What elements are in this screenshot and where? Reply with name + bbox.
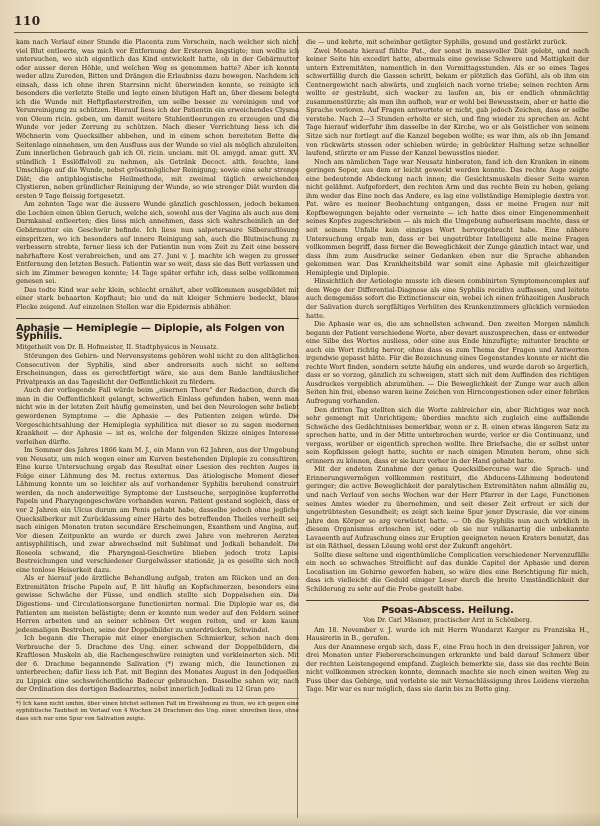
paragraph: Sollte diese seltene und eigenthümliche Complication verschiedener Nervenzufälle ein noch so schwaches Streiflicht auf das dunkle Capitel der Aphasie und deren Localisation im Gehirne geworfen haben, so wäre dies eine Berichtigung für mich, dass ich vielleicht die Geduld einiger Leser durch die breite Umständlichkeit der Schilderung zu sehr auf die Probe gestellt habe. — [306, 550, 589, 593]
paragraph: Zwei Monate hierauf fühlte Pat., der sonst in massvoller Diät gelebt, und nach keiner Seite hin excedirt hatte, abermals eine gewisse Schwere und Mattigkeit der untern Extremitäten, namentlich in den Vormittagsstunden. Als er so eines Tages schwerfällig durch die Gassen schritt, bekam er plötzlich das Gefühl, als ob ihm ein Centnergewicht nach abwärts, und zugleich nach vorne triebe; seinen rechten Arm wollte er gesträubt, sich wacker zu laufen an, bis er endlich ohnmächtig zusammenstürzte; als man ihn aufhob, war er wohl bei Bewusstsein, aber er hatte die Sprache verloren. Auf Fragen antwortete er nicht, gab jedoch Zeichen, dass er selbe verstehe. Nach 2—3 Stunden erholte er sich, und fing wieder zu sprechen an. Acht Tage hierauf widerfuhr ihm dasselbe in der Kirche, wo er als Geistlicher von seinem Sitze sich nur fortlegt auf die Kanzel begeben wollte; es war ihm, als ob ihn Jemand von rückwärts stossen oder schieben würde; in gebückter Haltung setze schneller laufend, stürzte er am Fusse der Kanzel bewusstlos nieder. — [306, 46, 589, 158]
page-number: 110 — [14, 14, 41, 28]
paragraph: Die Aphasie war es, die am schnellsten schwand. Den zweiten Morgen nämlich begann der Patient verschiedene Worte, aber devart auszusprechen, dass er entweder eine Silbe des Wortes ausliess, oder eine aus Ende hinzufügte; mitunter brachte er auch ein Wort richtig hervor, ohne dass es zum Thema der Fragen und Antworten irgendwie gepasst hätte. Für die Bezeichnung eines Gegenstandes konnte er nicht die rechte Wort finden, sondern setzte häufig ein anderes, und wurde darob so ärgerlich, dass er so vorzog, gänzlich zu schweigen, statt sich mit dem Auffinden des richtigen Ausdruckes vergeblich abzumühen. — Die Beweglichkeit der Zunge war auch allen Seiten hin frei, ebenso waren keine Zeichen von Hirncongestionen oder einer febrilen Aufregung vorhanden. — [306, 320, 589, 405]
header-rule — [14, 32, 588, 33]
left-column — [16, 38, 299, 723]
paragraph: Am 18. November v. J. wurde ich mit Herrn Wundarzt Karger zu Franziska H., Hausirerin in B., gerufen. — [306, 625, 589, 643]
right-column — [306, 38, 589, 694]
paragraph: Am zehnten Tage war die äussere Wunde gänzlich geschlossen, jedoch bekamen die Lochien einen üblen Geruch, welche sich, sowohl aus der Vagina als auch aus dem Darmkanal entleerten; dies liess mich annehmen, dass sich wahrscheinlich an der Gebärmutter ein Geschwür befinde. Ich liess nun salpetersaure Silberauflösung einspritzen, wo ich besonders auf innere Reinigung sah, auch die Blutmischung zu verbessern strebte, ferner liess ich der Patientin nun vom Zeit zu Zeit eine bessere nahrhaftere Kost verabreichen, und am 27. Juni v. J. machte ich wegen zu grosser Entfernung den letzten Besuch. Patientin war so weit, dass sie das Bett verlassen und sich im Zimmer bewegen konnte; 14 Tage später erfuhr ich, dass selbe vollkommen genesen sei. — [16, 200, 299, 286]
paragraph: Den dritten Tag stellten sich die Worte zahlreicher ein, aber Richtiges war noch sehr gemengt mit Unrichtigem; überdies machte sich zugleich eine auffallende Schwäche des Gedächtnisses bemerkbar, wenn er z. B. einen etwas längeren Satz zu sprechen hatte, und in der Mitte unterbrochen wurde, verlor er die Continuanz, und vergass, worüber er eigentlich sprechen wollte. Ihre Briefsache, die er selbst unter sein Kopfkissen gelegt hatte, suchte er nach einigen Minuten herum, ohne sich erinnern zu können, dass er sie kurz vorher in der Hand gehabt hatte. — [306, 405, 589, 465]
footnote: *) Ich kann nicht umhin, über einen höchst seltenen Fall im Erwähnung zu thun, wo ich gegen eine syphilitische Taubheit im Verlauf von 4 Wochen 24 Drachmen des Ung. einer. einreiben liess, ohne dass sich nur eine Spur von Salivation zeigte. — [16, 698, 299, 723]
article-byline: Mitgetheilt von Dr. B. Hofmeister, II. Stadtphysicus in Neusatz. — [16, 343, 219, 351]
article-separator — [306, 600, 589, 601]
article-byline: Von Dr. Carl Mäsmer, practischer Arzt in Schönberg. — [363, 617, 532, 625]
paragraph: Ich begann die Therapie mit einer energischen Schmierkur, schon nach dem Verbrauche der 5. Drachme des Ung. einer. schwand der Doppelbildern, die Kraftlosen Muskeln ab, die Rachengeschwüre reinigten und verkleinerten sich. Mit der 6. Drachme begannende Salivation (*) zwang mich, die Inunctionen zu unterbrechen; dafür liess ich P.at. mit Beginn des Monates August in den Jodquellen zu Lippick eine sechswöchentliche Badecur gebrauchen. Dasselbe sahen wir, nach der Ordination des dortigen Badearztes, nebst innerlich Jodkali zu 12 Gran pro — [16, 634, 299, 694]
article-title-psoas: Psoas-Abscess. Heilung. — [381, 604, 514, 616]
paragraph: Als er hierauf jede ärztliche Behandlung aufgab, traten am Rücken und an den Extremitäten frische Papeln auf, P. litt häufig an Kopfschmerzen, besonders eine gewisse Schwäche der Füsse, und endlich stellte sich Doppelsehen ein. Die Digestions- und Circulationsorgane functionirten normal. Die Diplopie war es, die Patienten am meisten belästigte; denn er konnte nun weder auf den Feldern seiner Herren arbeiten und an seiner schönen Ort wegen reiten, und er kam kaum jedesmaligen Bestreben, seine der Doppelbilder zu unterdrücken, Schwindel. — [16, 574, 299, 634]
paragraph: Noch am nämlichen Tage war Neusatz hinberaten, fand ich den Kranken in einem geringen Sopor, aus dem er leicht geweckt werden konnte. Das rechte Auge zeigte eine bedeutende Abdeckung nach innen; die Gesichtsmuskeln dieser Seite waren nicht gelähmt. Aufgefordert, den rechten Arm und das rechte Bein zu heben, gelang ihm weder das Eine noch das Andere, es lag eine vollständige Hemiplegie dextra vor. Pat. wäre es meiner Beobachtung entgangen, dass er meine Fragen nur mit Kopfbewegungen bejahte oder verneinte — ich hatte dies einer Eingenommenheit seines Kopfes zugeschrieben — als mich die Umgebung aufmerksam machte, dass er seit seinem Unfalle kein einziges Wort hervorgebracht habe. Eine nähere Untersuchung ergab nun, dass er bei ungetrübter Intelligenz alle meine Fragen vollkommen begriff, dass ferner die Beweglichkeit der Zunge gänzlich intact war, und dass ihm zum Ausdrucke seiner Gedanken eben nur die Sprache abhanden gekommen war. Das Krankheitsbild war somit eine Aphasie mit gleichzeitiger Hemiplegie und Diplopie. — [306, 157, 589, 277]
paragraph: Hinsichtlich der Aetiologie musste ich diesen combinirten Symptomencomplex auf dem Wege der Differential-Diagnose als eine Syphilis recidiva auffassen, und leitete auch demgemäss sofort die Extinctionscur ein, wobei ich einen frühzeitigen Ausbruch der Salivation durch sorgfältiges Verhüten des Krankenzimmers glücklich vermieden hatte. — [306, 277, 589, 320]
paragraph: die — und kehrte, mit scheinbar getilgter Syphilis, gesund und gestärkt zurück. — [306, 38, 568, 46]
paragraph: Im Sommer des Jahres 1866 kam M. J., ein Mann von 62 Jahren, aus der Umgebung von Neusatz, um mich wegen einer am Kurven bestehenden Diplopie zu consultiren. Eine kurze Untersuchung ergab das Resultat einer Lsesion des rechten Auges in Folge einer Lähmung des M. rectus externus. Das ätiologische Moment dieser Lähmung konnte um so leichter als auf vorhandener Syphilis beruhend construirt werden, da noch anderweitige Symptome der Lustseuche, serpiginöse kupferrothe Papeln und Pharyngengeschwüre vorhanden waren. Patient gestand sogleich, dass er vor 2 Jahren ein Ulcus durum am Penis gehabt habe, dasselbe jedoch ohne jegliche Quecksilberkur mit Zurücklassung einer Härte des betreffenden Theiles verheilt sei; nach einigen Monaten traten secundäre Erscheinungen, Exanthem und Angina, auf. Vor diesen Zeitpunkte an wurde er durch zwei Jahre von mehreren Aerzten antisyphilitisch, und zwar abwechselnd mit Sublimat und Jodkali behandelt. Die Roseola schwand, die Pharyngeal-Geschwüre blieben jedoch trotz Lapis-Bestreichungen und verschiedener Gurgelwässer stationär, ja es gesellte sich noch eine tonlose Heiserkeit dazu. — [16, 446, 299, 574]
paragraph: Aus der Anamnese ergab sich, dass F., eine Frau hoch in den dreissiger Jahren, vor drei Monaten unter Fiebererscheinungen erkrankte und bald darauf Schmerz über der rechten Leistengegend empfand. Zugleich bemerkte sie, dass sie das rechte Bein nicht vollkommen strecken konnte, demnach machte sie noch einen weiten Weg zu Fuss über das Gebirge, und verlebte sie mit Vernachlässigung ihres Leidens vierzehn Tage. Mir war es nur möglich, dass sie darin bis zu Bette ging. — [306, 642, 589, 694]
article-separator — [16, 318, 299, 319]
paragraph: Störungen des Gehirn- und Nervensystems gehören wohl nicht zu den alltäglichen Consecutiven der Syphilis, sind aber andrerseits auch nicht so seltene Erscheinungen, dass es gerechtfertigt wäre, sie aus dem Banle landtäuslicher Privatpraxis an das Tageslicht der Oeffentlichkeit zu fördern. — [16, 352, 299, 386]
paragraph: Mit der endeten Zunahme der genau Quecksilbercurse war die Sprach- und Erinnerungsvermögen vollkommen restituirt, die Abducens-Lähmung bedeutend geringer; die active Beweglichkeit der paralytischen Extremitäten nahm allmälig zu, und nach Verlauf von sechs Wochen war der Herr Pfarrer in der Lage, Functionen seines Amtes wieder zu übernehmen, und seit dieser Zeit erfreut er sich der ungetrübtesten Gesundheit; es zeigt sich keine Spur jener Dyscrasie, die vor einem Jahre den Körper so arg verwüstet hatte. — Ob die Syphilis nun auch wirklich in diesem Organismus erloschen ist, oder ob sie nur vulkanartig die unbekannte Lavaeenth auf Aufzuschung eines zur Eruption geeigneten neuen Kraters benutzt, das ist ein Räthsel, dessen Lösung wohl erst der Zukunft angehört. — [306, 465, 589, 551]
page-edge-shadow — [0, 812, 600, 826]
article-title-aphasie: Aphasie — Hemiplegie — Diplopie, als Folgen von Syphilis. — [16, 322, 285, 343]
paragraph: kam nach Verlauf einer Stunde die Placenta zum Vorschein, nach welcher sich nicht viel Blut entleerte, was mich vor Entfernung der Ersteren ängstigte; nun wollte ich untersuchen, wo sich eigentlich das Kind entwickelt hatte, ob in der Gebärmutter oder ausser deren Höhle, und welchen Weg es genommen hatte? Aber ich konnte weder allzu Zureden, Bitten und Drängen die Erlaubniss dazu bewegen. Nachdem ich einsah, dass ich ohne ihren Starrsinn nicht überwinden konnte, so reinigte ich besonders die verletzte Stelle und legte einen blutigen Haft an, über diesem belegte ich die Wunde mit Heftpflasterstreifen, um selbe besser zu vereinigen und vor Verunreinigung zu schützen. Hierauf liess ich der Patientin ein erweichendes Clysma von Oleum ricin. geben, um damit weitere Stuhlentleerungen zu erzeugen und die Wunde vor jeder Zerrung zu schützen. Nach dieser Verrichtung liess ich die Wöchnerin vom Quecksilber abbehen, und in einem schon bereiteten Bette die Seitenlage einnehmen, um den Ausfluss aus der Wunde so viel als möglich abzuleiten. Zum innerlichen Gebrauch gab ich Ol. ricin. unciam. mit Ol. amygd. amar. gutt. XV. stündlich 1 Esslöffelvoll zu nehmen, als Getränk Decoct. alth. feuchte, lane Umschläge auf die Wunde, nebst grösstmöglicher Reinigung; sowie eine sehr strenge Diät; die antiphlogistische Heilmethode, mit zweimal täglich erweichenden Clystieren, neben gründlicher Reinigung der Wunde, so wie strenger Diät wurden die ersten 9 Tage fleissig fortgesetzt. — [16, 38, 299, 200]
paragraph: Das todte Kind war sehr klein, schlecht ernährt, aber vollkommen ausgebildet mit einer stark behaarten Kopfhaut; bio und da mit kleiger Schmiere bedeckt, blaue Flecke zeigend. Auf einzelnen Stellen war die Epidermis abhäher. — [16, 285, 299, 311]
paragraph: Auch der vorliegende Fall würde beim „eisernen Thore" der Redaction, durch die man in die Oeffentlichkeit gelangt, schwerlich Einlass gefunden haben, wenn man nicht wie in der letzten Zeit häufig gemeinsten, und bei den Neurologen sehr beliebt gewordenen Symptome — die Aphasie — des Patienten zeigen würde. Die Vorgeschichtsahlung der Hemiplegia syphilitica mit dieser so zu sagen modernen Krankheit — der Aphasie — ist es, welche der folgenden Skizze einiges Interesse verleihen dürfte. — [16, 386, 299, 446]
